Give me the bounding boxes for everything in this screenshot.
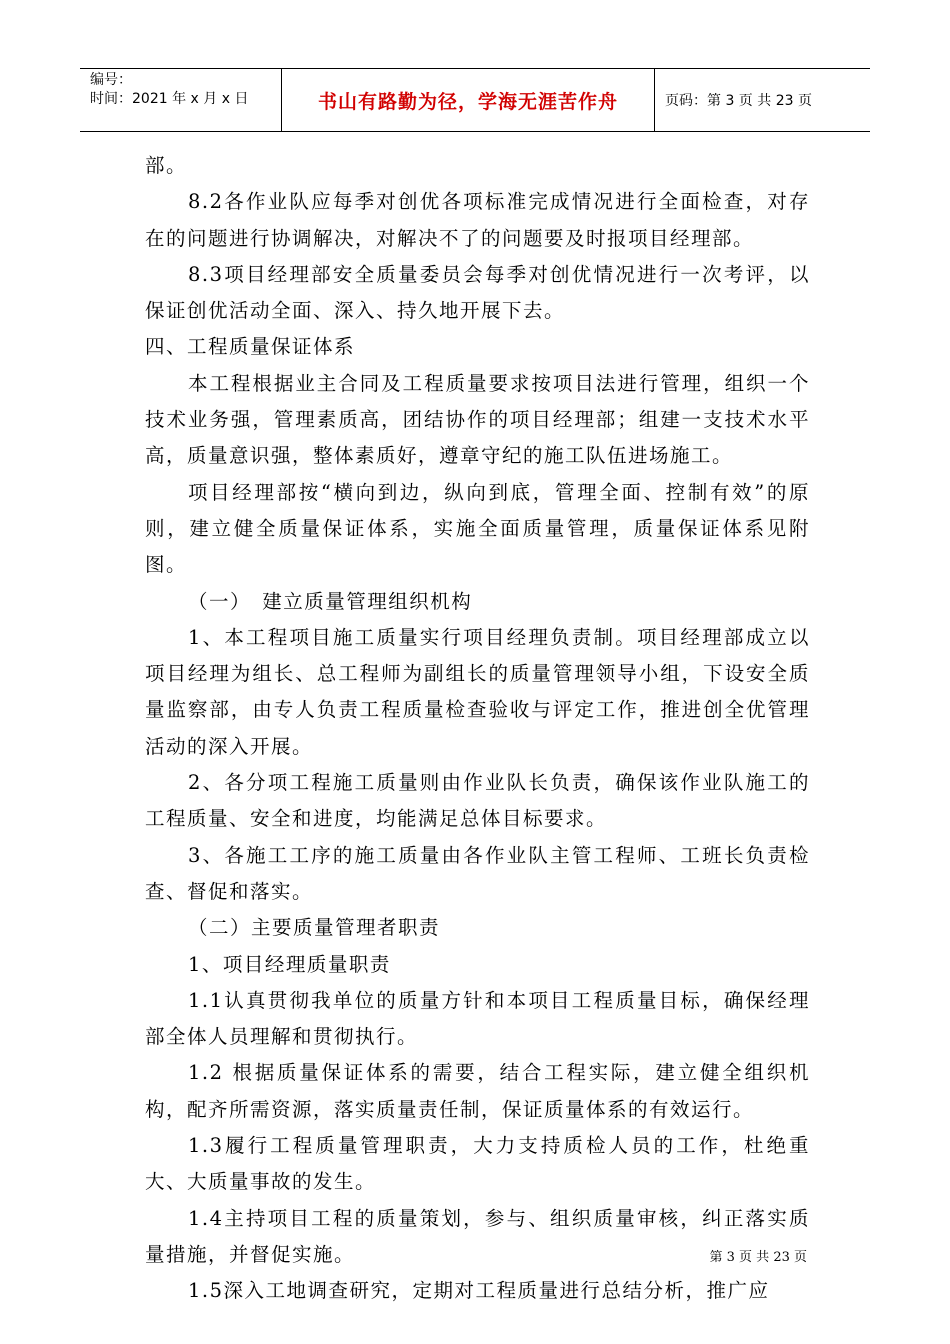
item-heading: 1、项目经理质量职责 [188, 952, 391, 976]
time-label: 时间：2021 年 x 月 x 日 [90, 91, 249, 107]
paragraph: 1.5深入工地调查研究，定期对工程质量进行总结分析，推广应 [188, 1279, 770, 1303]
paragraph: 本工程根据业主合同及工程质量要求按项目法进行管理，组织一个技术业务强，管理素质高，团结协作的项目经理部；组建一支技术水平高，质量意识强，整体素质好，遵章守纪的施工队伍进场施工。 [145, 371, 810, 468]
serial-label: 编号： [90, 72, 132, 88]
paragraph: 8.3项目经理部安全质量委员会每季对创优情况进行一次考评，以保证创优活动全面、深入、持久地开展下去。 [145, 262, 810, 323]
paragraph: 1、本工程项目施工质量实行项目经理负责制。项目经理部成立以项目经理为组长、总工程师为副组长的质量管理领导小组，下设安全质量监察部，由专人负责工程质量检查验收与评定工作，推进创全优管理活动的深入开展。 [145, 625, 810, 758]
document-body [145, 148, 810, 1310]
page-header [80, 68, 870, 132]
header-motto: 书山有路勤为径，学海无涯苦作舟 [282, 69, 655, 131]
paragraph: 项目经理部按“横向到边，纵向到底，管理全面、控制有效”的原则，建立健全质量保证体系，实施全面质量管理，质量保证体系见附图。 [145, 480, 810, 577]
paragraph: 1.2 根据质量保证体系的需要，结合工程实际，建立健全组织机构，配齐所需资源，落实质量责任制，保证质量体系的有效运行。 [145, 1061, 810, 1121]
subsection-heading: （一） 建立质量管理组织机构 [188, 589, 473, 613]
section-heading: 四、工程质量保证体系 [145, 335, 356, 359]
paragraph: 部。 [145, 154, 188, 177]
paragraph: 1.4主持项目工程的质量策划，参与、组织质量审核，纠正落实质量措施，并督促实施。 [145, 1206, 810, 1266]
paragraph: 1.3履行工程质量管理职责，大力支持质检人员的工作，杜绝重大、大质量事故的发生。 [145, 1134, 810, 1194]
header-page-label: 页码：第 3 页 共 23 页 [665, 93, 812, 109]
paragraph: 1.1认真贯彻我单位的质量方针和本项目工程质量目标，确保经理部全体人员理解和贯彻执行。 [145, 988, 810, 1049]
header-meta [80, 69, 282, 131]
paragraph: 2、各分项工程施工质量则由作业队长负责，确保该作业队施工的工程质量、安全和进度，均能满足总体目标要求。 [145, 771, 810, 831]
paragraph: 3、各施工工序的施工质量由各作业队主管工程师、工班长负责检查、督促和落实。 [145, 843, 810, 903]
subsection-heading: （二）主要质量管理者职责 [188, 916, 441, 940]
page-footer: 第 3 页 共 23 页 [709, 1250, 807, 1265]
paragraph: 8.2各作业队应每季对创优各项标准完成情况进行全面检查，对存在的问题进行协调解决，对解决不了的问题要及时报项目经理部。 [145, 190, 810, 250]
